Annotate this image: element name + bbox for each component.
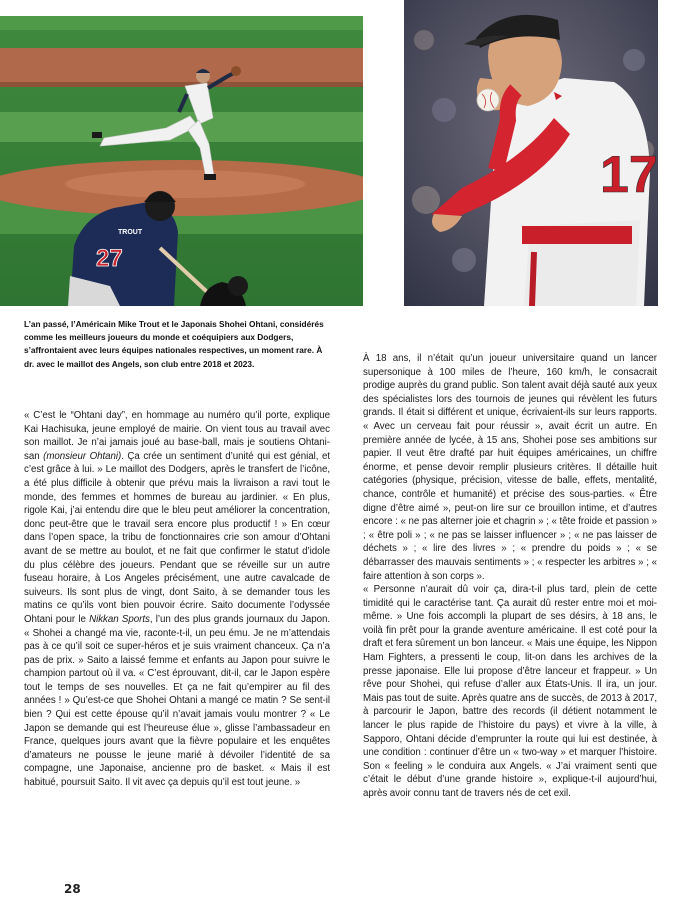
article-paragraph: À 18 ans, il n’était qu’un joueur universitaire quand un lancer supersonique à 100 miles de l’heure, 160 km/h, le consacrait prodige auprès du grand public. Son talent avait déjà sauté aux yeux des spécialistes lors des tournois de jeunes qui révèlent les futurs grands. Il était si différent et unique, écrivaient-ils sur leurs rapports. « Avec un cerveau fait pour réussir », avait écrit un autre. En première année de lycée, à 15 ans, Shohei pose ses ambitions sur papier. Il veut être drafté par huit équipes américaines, un chiffre énorme, et pense devoir remplir plusieurs critères. Il détaille huit catégories (physique, précision, vitesse de balle, effets, mentalité, chance, contrôle et humanité) et précise des sous-parties. « Être digne d’être aimé », peut-on lire sur ce brouillon intime, et d’autres encore : « ne pas alterner joie et chagrin » ; « tête froide et passion » ; « être poli » ; « ne pas se laisser influencer » ; « ne pas laisser de déchets » ; « lire des livres » ; « prendre du poids » ; « se débarrasser des mauvais sentiments » ; « respecter les arbitres » ; « faire attention à son corps ». bbox=[363, 353, 657, 582]
text-run: « C’est le “Ohtani day”, en hommage au numéro qu’il porte, explique Kai Hachisuka, jeune employé de mairie. On vient tous au travail avec son maillot. Je n’ai jamais joué au base-ball, mais je soutiens Ohtani-san bbox=[24, 410, 330, 462]
article-paragraph bbox=[24, 409, 330, 790]
article-paragraph: « Personne n’aurait dû voir ça, dira-t-il plus tard, plein de cette timidité qui le caractérise tant. Ça aurait dû rester entre moi et moi-même. » Une fois accompli la plupart de ses désirs, à 18 ans, le voilà fin prêt pour la grande aventure américaine. Il est coté pour la draft et fera sûrement un bon lanceur. « Mais une équipe, les Nippon Ham Fighters, a pressenti le coup, lit-on dans les archives de la presse japonaise. Elle lui propose d’être lanceur et frappeur. » Un rêve pour Shohei, qui refuse d’aller aux États-Unis. Il ira, un jour. Mais pas tout de suite. Après quatre ans de succès, de 2013 à 2017, à parcourir le Japon, battre des records (il détient notamment le lancer le plus rapide de l’histoire du pays) et vivre à la ville, à Sapporo, Ohtani décide d’emprunter la route qui lui est destinée, à une condition : continuer d’être un « two-way » et marquer l’histoire. Son « feeling » le conduira aux Angels. « J’ai vraiment senti que c’était le début d’une grande histoire », explique-t-il aujourd’hui, après avoir connu tant de travers nés de cet exil. bbox=[363, 584, 657, 799]
photo-ohtani-angels bbox=[404, 0, 658, 306]
italic-text: (monsieur Ohtani) bbox=[43, 450, 122, 462]
italic-text: Nikkan Sports bbox=[89, 613, 150, 625]
article-column-right bbox=[363, 352, 657, 801]
text-run: , l’un des plus grands journaux du Japon. « Shohei a changé ma vie, raconte-t-il, un peu ému. Je ne m’attendais pas à ce qu’il soit ce super-héros et je suis vraiment chanceux. Ça n’a pas de prix. » Saito a laissé femme et enfants au Japon pour suivre le champion partout où il va. « C’est éprouvant, dit-il, car le Japon espère tout le temps de ses nouvelles. Et ça ne fait qu’empirer au fil des années ! » Qu’est-ce que Shohei Ohtani a mangé ce matin ? Se sent-il bien ? Qui est cette épouse qu’il n’avait jamais voulu montrer ? « Le Japon se demande qui est l’heureuse élue », glisse l’ambassadeur en France, quelques jours avant que la fièvre populaire et les enquêtes d’amateurs ne pousse le jeune marié à dévoiler l’identité de sa compagne, une Japonaise, ancienne pro de basket. « Mais il est habitué, poursuit Saito. Il vit avec ça depuis qu’il est tout jeune. » bbox=[24, 613, 330, 789]
photo-pitcher-and-batter bbox=[0, 16, 363, 306]
page-number: 28 bbox=[64, 882, 81, 896]
article-column-left bbox=[24, 409, 330, 790]
ohtani-jersey-number: 17 bbox=[600, 146, 658, 204]
batter-jersey-number: 27 bbox=[96, 245, 123, 272]
text-run: . Ça crée un sentiment d’unité qui est génial, et c’est grâce à lui. » Le maillot des Dodgers, après le transfert de l’icône, a été plus difficile à obtenir que prévu mais la livraison a ravi tout le monde, des femmes et hommes de bureau au jardinier. « En plus, rigole Kai, j’ai entendu dire que le bleu peut améliorer la concentration, donc peut-être que le travail sera encore plus productif ! » En cœur dans l’open space, la tribu de fonctionnaires crie son amour d’Ohtani avant de se mettre au boulot, et ne fait que confirmer le statut d’idole du plus célèbre des joueurs. Pendant que se réveille sur un autre fuseau horaire, à Los Angeles précisément, une autre cavalcade de suiveurs. Ils sont plus de vingt, dont Saito, à se demander tous les matins ce qu’ils vont bien pouvoir écrire. Saito documente l’odyssée Ohtani pour le bbox=[24, 450, 331, 625]
photo-caption: L’an passé, l’Américain Mike Trout et le Japonais Shohei Ohtani, considérés comme les meilleurs joueurs du monde et coéquipiers aux Dodgers, s’affrontaient avec leurs équipes nationales respectives, un moment rare. À dr. avec le maillot des Angels, son club entre 2018 et 2023. bbox=[24, 319, 324, 369]
batter-jersey-name: TROUT bbox=[118, 229, 143, 236]
